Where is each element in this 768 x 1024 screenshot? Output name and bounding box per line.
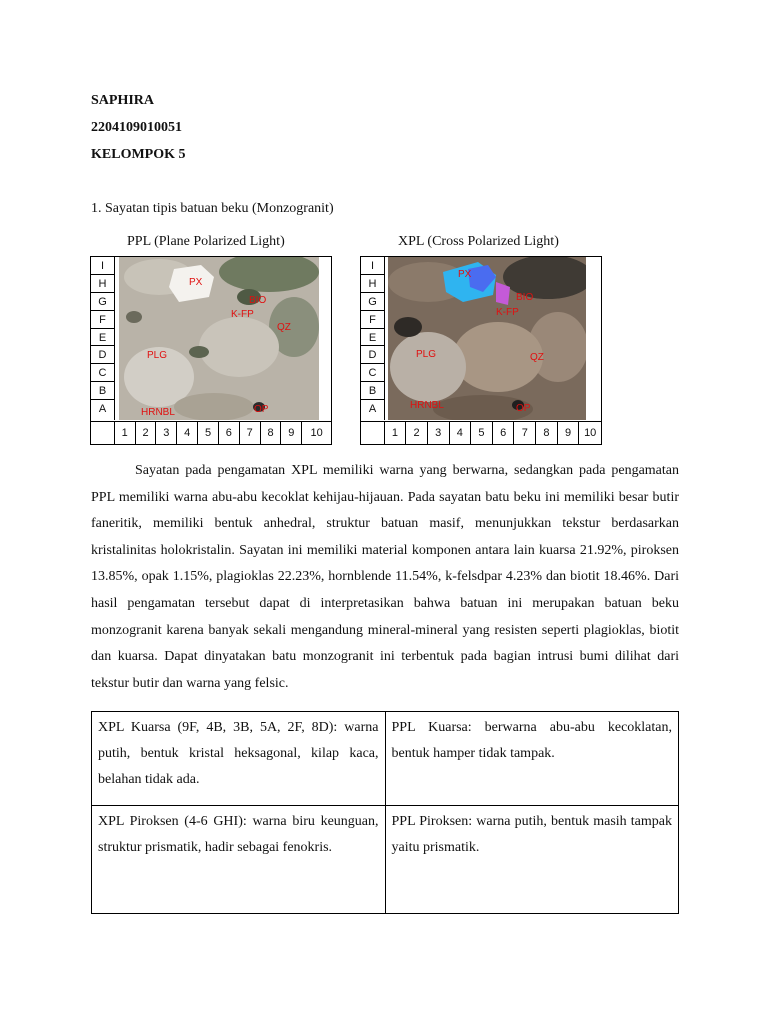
ppl-label-bio: BIO [249,295,267,306]
ppl-caption: PPL (Plane Polarized Light) [127,234,285,249]
xpl-col-labels [361,421,601,444]
col-label: 9 [281,422,302,444]
row-label: A [98,403,107,416]
xpl-label-kfp: K-FP [496,307,519,318]
col-label: 1 [115,422,136,444]
xpl-thin-section-image [388,257,586,420]
col-label: 7 [240,422,261,444]
row-label: F [91,311,114,329]
xpl-photomicrograph-grid [360,256,602,445]
row-label: I [361,257,384,275]
ppl-col-labels [91,421,331,444]
col-label: 2 [136,422,157,444]
row-label: F [361,311,384,329]
col-label: 10 [310,427,323,439]
col-label: 4 [450,422,472,444]
xpl-label-qz: QZ [530,352,544,363]
paragraph-text: Sayatan pada pengamatan XPL memiliki warna yang berwarna, sedangkan pada pengamatan PPL memiliki warna abu-abu kecoklat kehijau-hijauan. Pada sayatan batu beku ini memiliki besar butir faneritik, memiliki bentuk anhedral, struktur batuan masif, menunjukkan tekstur berdasarkan kristalinitas holokristalin. Sayatan ini memiliki material komponen antara lain kuarsa 21.92%, piroksen 13.85%, opak 1.15%, plagioklas 22.23%, hornblende 11.54%, k-felsdpar 4.23% dan biotit 18.46%. Dari hasil pengamatan tersebut dapat di interpretasikan bahwa batuan ini merupakan batuan beku monzogranit karena banyak sekali mengandung mineral-mineral yang resisten seperti plagioklas, biotit dan kuarsa. Dapat dinyatakan batu monzogranit ini terbentuk pada bagian intrusi bumi dilihat dari tekstur butir dan warna yang felsic. [91,463,679,691]
xpl-row-labels [361,257,385,420]
row-label: C [361,364,384,382]
xpl-label-hrnbl: HRNBL [410,400,444,411]
ppl-photomicrograph-grid [90,256,332,445]
table-cell-xpl: XPL Piroksen (4-6 GHI): warna biru keunguan, struktur prismatik, hadir sebagai fenokris. [92,806,386,914]
group-label: KELOMPOK 5 [91,147,186,162]
col-label: 1 [385,422,407,444]
observation-table [91,711,679,914]
col-label: 5 [198,422,219,444]
table-cell-ppl: PPL Piroksen: warna putih, bentuk masih tampak yaitu prismatik. [385,806,679,914]
xpl-label-op: OP [516,403,531,414]
xpl-label-bio: BIO [516,292,534,303]
row-label: B [361,382,384,400]
ppl-photo [119,257,319,420]
col-label: 7 [514,422,536,444]
row-label: H [361,275,384,293]
col-label: 9 [558,422,580,444]
row-label: E [91,329,114,347]
col-label: 6 [219,422,240,444]
row-label: B [91,382,114,400]
xpl-label-plg: PLG [416,349,437,360]
col-label: 2 [406,422,428,444]
xpl-photo [388,257,586,420]
student-name: SAPHIRA [91,93,155,108]
row-label: D [91,346,114,364]
xpl-caption: XPL (Cross Polarized Light) [398,234,559,249]
col-label: 3 [156,422,177,444]
row-label: E [361,329,384,347]
student-id: 2204109010051 [91,120,182,135]
col-label: 5 [471,422,493,444]
row-label: H [91,275,114,293]
table-cell-xpl: XPL Kuarsa (9F, 4B, 3B, 5A, 2F, 8D): warna putih, bentuk kristal heksagonal, kilap kaca, belahan tidak ada. [92,712,386,806]
ppl-label-plg: PLG [147,350,168,361]
row-label: G [91,293,114,311]
xpl-label-px: PX [458,269,472,280]
table-row [92,806,679,914]
row-label: A [368,403,377,416]
table-row [92,712,679,806]
ppl-row-labels [91,257,115,420]
section-title: 1. Sayatan tipis batuan beku (Monzogranit) [91,201,334,216]
col-label: 8 [261,422,282,444]
ppl-label-qz: QZ [277,322,291,333]
ppl-label-kfp: K-FP [231,309,254,320]
row-label: D [361,346,384,364]
ppl-label-op: OP [254,404,269,415]
col-label: 10 [584,427,597,439]
col-label: 3 [428,422,450,444]
row-label: C [91,364,114,382]
row-label: I [91,257,114,275]
ppl-label-px: PX [189,277,203,288]
description-paragraph [91,458,679,697]
ppl-label-hrnbl: HRNBL [141,407,175,418]
col-label: 6 [493,422,515,444]
col-label: 4 [177,422,198,444]
row-label: G [361,293,384,311]
ppl-thin-section-image [119,257,319,420]
col-label: 8 [536,422,558,444]
table-cell-ppl: PPL Kuarsa: berwarna abu-abu kecoklatan, bentuk hamper tidak tampak. [385,712,679,806]
